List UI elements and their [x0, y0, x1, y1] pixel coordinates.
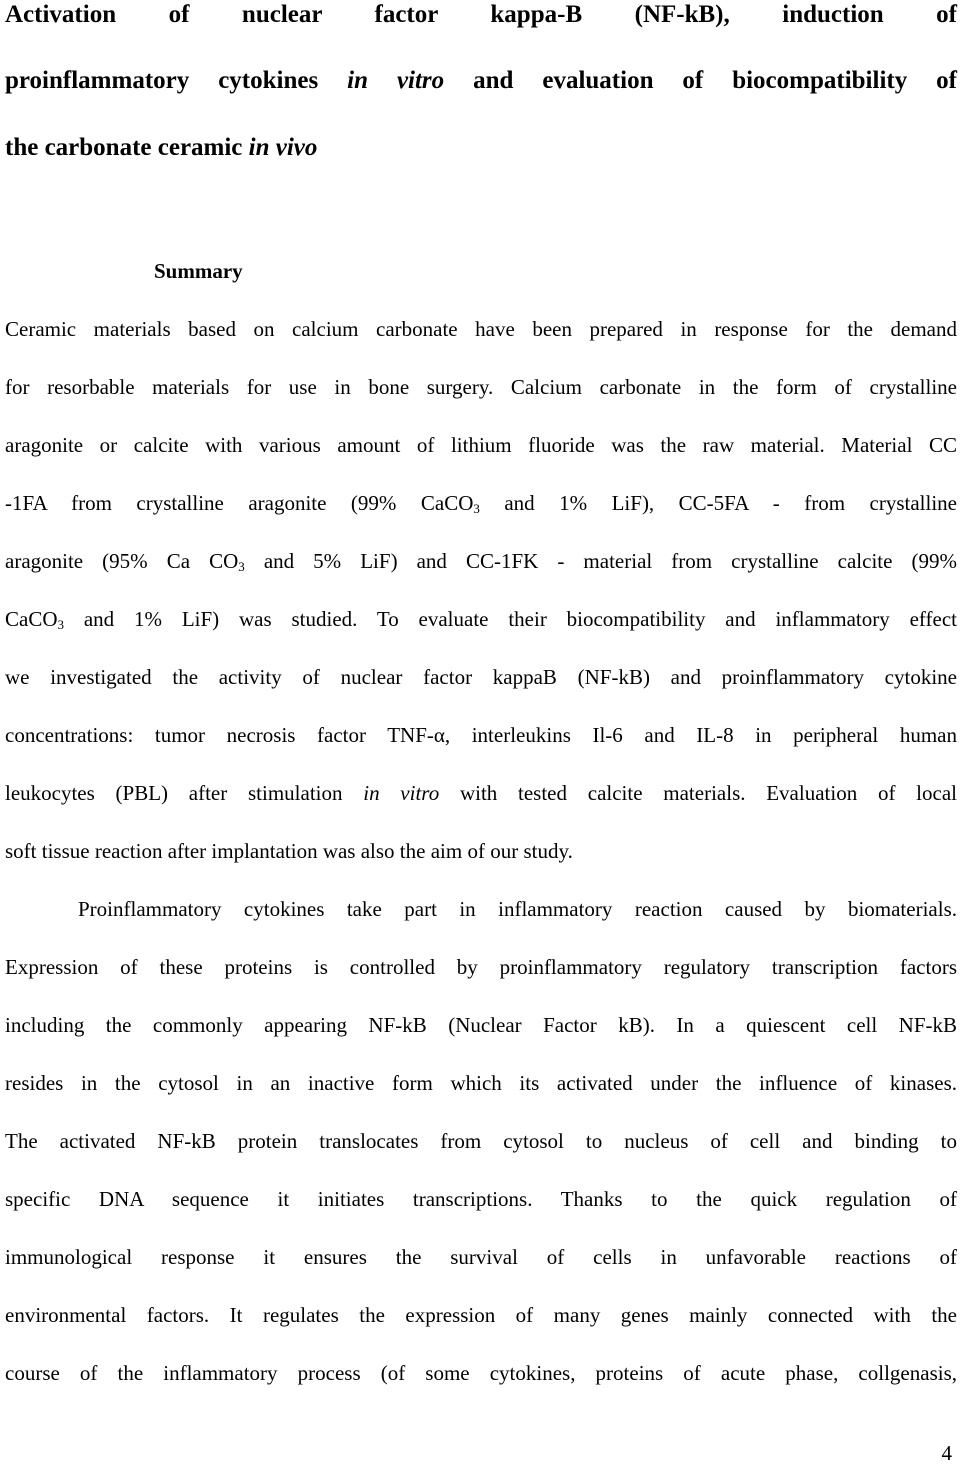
- text-segment: aragonite (95% Ca CO: [5, 549, 239, 573]
- subscript: 3: [473, 501, 480, 516]
- subscript: 3: [57, 617, 64, 632]
- title-text: and evaluation of biocompatibility of: [444, 67, 957, 94]
- page-number: 4: [941, 1441, 952, 1465]
- text-segment: and 1% LiF), CC-5FA - from crystalline: [479, 491, 957, 515]
- summary-line-9: [5, 778, 957, 808]
- paragraph2-line-6: specific DNA sequence it initiates transcriptions. Thanks to the quick regulation of: [5, 1187, 957, 1211]
- subscript: 3: [238, 559, 245, 574]
- paragraph2-line-9: course of the inflammatory process (of some cytokines, proteins of acute phase, collgenasis,: [5, 1361, 957, 1385]
- title-text: the carbonate ceramic: [5, 134, 249, 161]
- text-segment: with tested calcite materials. Evaluation of local: [439, 781, 957, 805]
- summary-line-8: concentrations: tumor necrosis factor TNF-α, interleukins Il-6 and IL-8 in peripheral human: [5, 723, 957, 747]
- summary-heading: Summary: [154, 259, 243, 283]
- summary-line-5: [5, 546, 957, 576]
- summary-line-1: Ceramic materials based on calcium carbonate have been prepared in response for the demand: [5, 317, 957, 341]
- summary-line-7: we investigated the activity of nuclear factor kappaB (NF-kB) and proinflammatory cytokine: [5, 665, 957, 689]
- paragraph2-line-2: Expression of these proteins is controlled by proinflammatory regulatory transcription factors: [5, 955, 957, 979]
- paragraph2-line-8: environmental factors. It regulates the expression of many genes mainly connected with the: [5, 1303, 957, 1327]
- summary-line-2: for resorbable materials for use in bone surgery. Calcium carbonate in the form of crystalline: [5, 375, 957, 399]
- summary-line-4: [5, 488, 957, 518]
- summary-line-10: soft tissue reaction after implantation was also the aim of our study.: [5, 839, 573, 863]
- text-segment: -1FA from crystalline aragonite (99% CaCO: [5, 491, 474, 515]
- paragraph2-line-4: resides in the cytosol in an inactive form which its activated under the influence of kinases.: [5, 1071, 957, 1095]
- title-italic-text: in vivo: [248, 134, 318, 161]
- text-segment: leukocytes (PBL) after stimulation: [5, 781, 364, 805]
- title-text: proinflammatory cytokines: [5, 67, 348, 94]
- italic-text: in vitro: [363, 781, 440, 805]
- paragraph2-line-1: Proinflammatory cytokines take part in inflammatory reaction caused by biomaterials.: [78, 897, 957, 921]
- text-segment: and 1% LiF) was studied. To evaluate their biocompatibility and inflammatory effect: [64, 607, 957, 631]
- title-line-3: [5, 133, 957, 163]
- summary-line-3: aragonite or calcite with various amount of lithium fluoride was the raw material. Material CC: [5, 433, 957, 457]
- title-line-1: [5, 0, 957, 30]
- summary-line-6: [5, 604, 957, 634]
- title-line-2: [5, 66, 957, 96]
- text-segment: and 5% LiF) and CC-1FK - material from crystalline calcite (99%: [244, 549, 957, 573]
- paragraph2-line-3: including the commonly appearing NF-kB (Nuclear Factor kB). In a quiescent cell NF-kB: [5, 1013, 957, 1037]
- title-text: Activation of nuclear factor kappa-B (NF-kB), induction of: [5, 1, 957, 28]
- paragraph2-line-7: immunological response it ensures the survival of cells in unfavorable reactions of: [5, 1245, 957, 1269]
- text-segment: CaCO: [5, 607, 58, 631]
- paragraph2-line-5: The activated NF-kB protein translocates from cytosol to nucleus of cell and binding to: [5, 1129, 957, 1153]
- title-italic-text: in vitro: [347, 67, 445, 94]
